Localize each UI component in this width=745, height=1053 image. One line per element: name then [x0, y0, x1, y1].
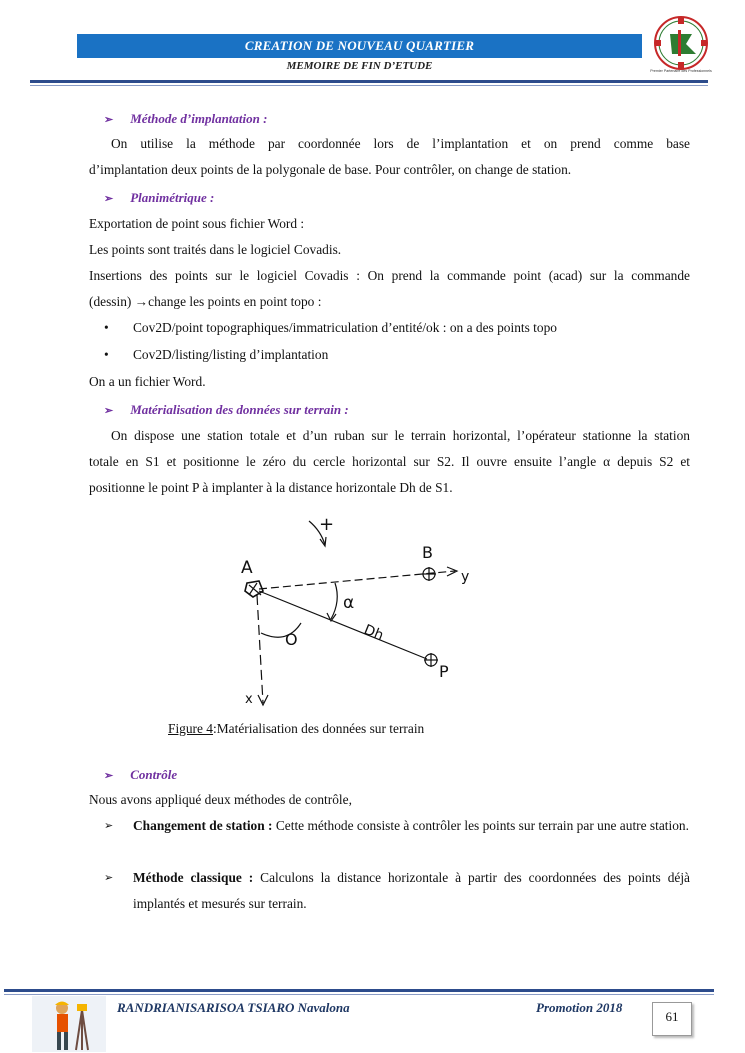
header-rule-thin — [30, 85, 708, 86]
control-method-term: Changement de station : — [133, 818, 273, 833]
arrow-bullet-icon: ➢ — [104, 872, 114, 884]
list-item — [104, 347, 328, 363]
label-P: P — [439, 662, 449, 681]
heading-methode — [104, 111, 267, 127]
header-title: CREATION DE NOUVEAU QUARTIER — [77, 34, 642, 58]
footer-rule-thin — [4, 994, 714, 995]
control-method-text: Cette méthode consiste à contrôler les points sur terrain par une autre station. — [275, 818, 689, 833]
control-method-term: Méthode classique : — [133, 870, 254, 885]
figure-caption-text: Matérialisation des données sur terrain — [216, 721, 425, 736]
heading-text: Planimétrique : — [130, 190, 215, 205]
footer-promotion: Promotion 2018 — [536, 1000, 623, 1015]
label-x: x — [245, 692, 253, 707]
label-y: y — [461, 569, 470, 585]
control-method-item — [104, 865, 690, 917]
list-item-text: Cov2D/listing/listing d’implantation — [133, 347, 329, 362]
footer-author: RANDRIANISARISOA TSIARO Navalona — [117, 1000, 350, 1015]
label-A: A — [241, 558, 253, 578]
angle-alpha-arc — [331, 583, 337, 619]
list-item — [104, 320, 557, 336]
list-item-text: Cov2D/point topographiques/immatriculation d’entité/ok : on a des points topo — [133, 320, 557, 335]
label-plus: + — [319, 514, 335, 535]
paragraph-line: On a un fichier Word. — [89, 374, 206, 389]
paragraph-line: Les points sont traités dans le logiciel Covadis. — [89, 242, 342, 257]
implantation-diagram — [217, 505, 487, 715]
figure-caption-separator: : — [213, 721, 217, 736]
paragraph-line: Exportation de point sous fichier Word : — [89, 216, 305, 231]
paragraph-line: (dessin) →change les points en point topo : — [89, 294, 322, 309]
bullet-dot-icon: • — [104, 320, 109, 335]
paragraph-line: positionne le point P à implanter à la distance horizontale Dh de S1. — [89, 480, 453, 495]
arrow-bullet-icon: ➢ — [104, 193, 114, 205]
header-rule — [30, 80, 708, 83]
label-alpha: α — [343, 593, 355, 613]
paragraph-line: On dispose une station totale et d’un ruban sur le terrain horizontal, l’opérateur stationne la station — [111, 428, 690, 443]
paragraph-line: Nous avons appliqué deux méthodes de contrôle, — [89, 792, 352, 807]
label-B: B — [422, 543, 433, 562]
paragraph-line: On utilise la méthode par coordonnée lors de l’implantation et on prend comme base — [111, 136, 690, 151]
heading-planimetrique — [104, 190, 214, 206]
line-A-to-x — [257, 595, 263, 703]
label-O: O — [285, 630, 298, 649]
label-Dh: Dh — [361, 621, 386, 645]
heading-controle — [104, 767, 177, 783]
arrow-bullet-icon: ➢ — [104, 405, 114, 417]
bullet-dot-icon: • — [104, 347, 109, 362]
figure-caption — [168, 721, 424, 737]
heading-text: Contrôle — [130, 767, 178, 782]
heading-materialisation — [104, 402, 349, 418]
arrow-bullet-icon: ➢ — [104, 114, 114, 126]
paragraph-line: d’implantation deux points de la polygonale de base. Pour contrôler, on change de station. — [89, 162, 572, 177]
surveyor-worker-icon — [32, 996, 106, 1052]
paragraph-line: totale en S1 et positionne le zéro du cercle horizontal sur S2. Il ouvre ensuite l’angle α depuis S2 et — [89, 454, 690, 469]
page-number: 61 — [652, 1002, 692, 1036]
header-subtitle: MEMOIRE DE FIN D’ETUDE — [286, 60, 433, 72]
control-method-text: Calculons la distance horizontale à partir des coordonnées des points déjà implantés et mesurés sur terrain. — [133, 870, 690, 911]
arrow-bullet-icon: ➢ — [104, 820, 114, 832]
arrow-bullet-icon: ➢ — [104, 770, 114, 782]
logo-caption: Premier Partenaire des Professionnels — [650, 69, 712, 73]
heading-text: Matérialisation des données sur terrain : — [130, 402, 349, 417]
paragraph-line: Insertions des points sur le logiciel Covadis : On prend la commande point (acad) sur la commande — [89, 268, 690, 283]
heading-text: Méthode d’implantation : — [130, 111, 268, 126]
control-method-item — [104, 813, 690, 839]
footer-rule — [4, 989, 714, 992]
figure-number: Figure 4 — [168, 721, 214, 736]
